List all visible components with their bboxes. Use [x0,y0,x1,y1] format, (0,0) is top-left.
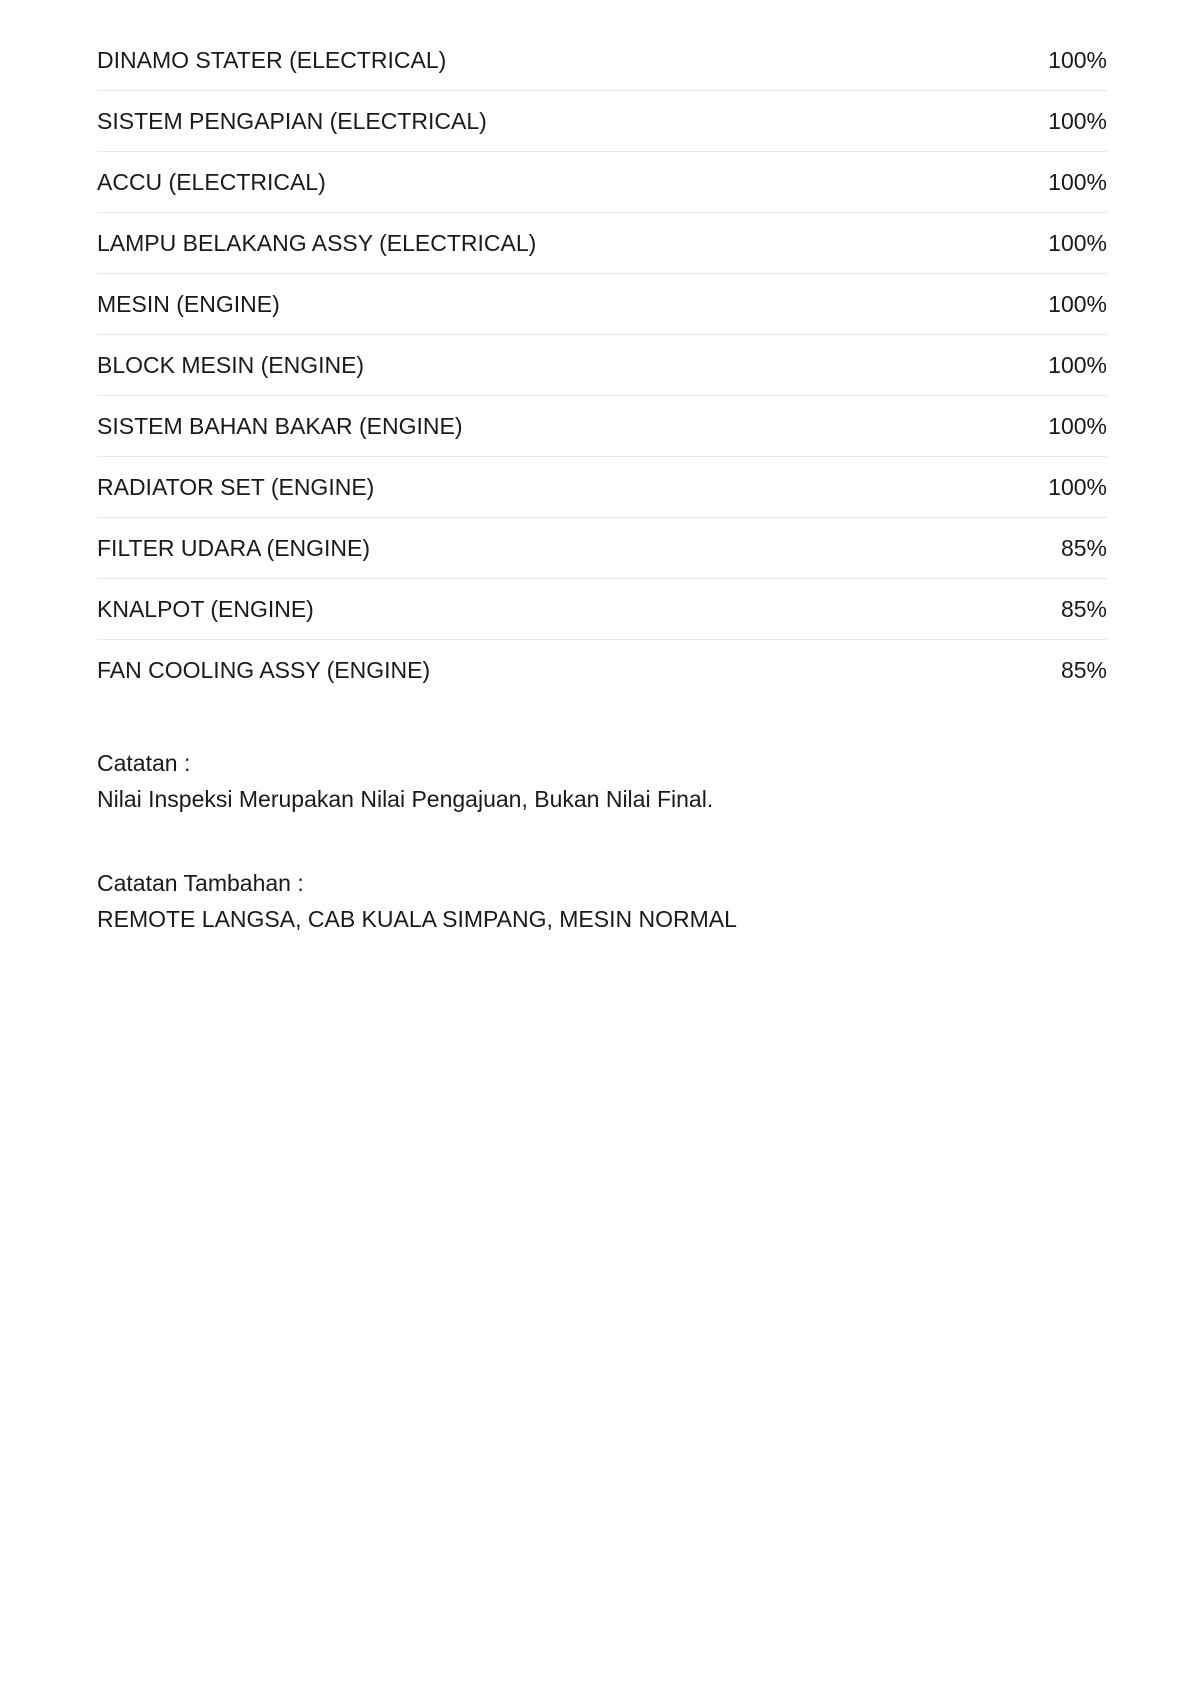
additional-notes-text: REMOTE LANGSA, CAB KUALA SIMPANG, MESIN NORMAL [97,906,737,932]
inspection-row [97,152,1107,213]
notes-block [97,745,1107,817]
inspection-item-value: 100% [1048,290,1107,317]
inspection-item-name: ACCU (ELECTRICAL) [97,168,326,195]
inspection-item-name: RADIATOR SET (ENGINE) [97,473,375,500]
inspection-row [97,91,1107,152]
inspection-row [97,396,1107,457]
inspection-row [97,30,1107,91]
notes-section [97,745,1107,937]
inspection-row [97,579,1107,640]
inspection-item-name: BLOCK MESIN (ENGINE) [97,351,365,378]
inspection-item-value: 100% [1048,229,1107,256]
additional-notes-block [97,865,1107,937]
additional-notes-label: Catatan Tambahan : [97,870,304,896]
inspection-item-value: 85% [1060,595,1107,622]
inspection-row [97,335,1107,396]
inspection-item-value: 100% [1048,473,1107,500]
inspection-row [97,640,1107,701]
inspection-item-value: 100% [1048,46,1107,73]
inspection-item-name: LAMPU BELAKANG ASSY (ELECTRICAL) [97,229,537,256]
notes-text: Nilai Inspeksi Merupakan Nilai Pengajuan, Bukan Nilai Final. [97,786,714,812]
inspection-item-name: SISTEM PENGAPIAN (ELECTRICAL) [97,107,487,134]
inspection-item-name: FILTER UDARA (ENGINE) [97,534,371,561]
inspection-item-value: 100% [1048,351,1107,378]
inspection-item-value: 100% [1048,107,1107,134]
inspection-row [97,213,1107,274]
inspection-row [97,518,1107,579]
inspection-row [97,274,1107,335]
inspection-item-name: KNALPOT (ENGINE) [97,595,314,622]
inspection-report [97,30,1107,985]
inspection-item-value: 85% [1060,657,1107,683]
inspection-item-name: SISTEM BAHAN BAKAR (ENGINE) [97,412,463,439]
inspection-item-name: FAN COOLING ASSY (ENGINE) [97,657,431,683]
inspection-item-name: MESIN (ENGINE) [97,290,280,317]
inspection-item-value: 100% [1048,168,1107,195]
inspection-item-value: 85% [1060,534,1107,561]
inspection-item-name: DINAMO STATER (ELECTRICAL) [97,46,447,73]
inspection-row [97,457,1107,518]
inspection-item-value: 100% [1048,412,1107,439]
inspection-list [97,30,1107,701]
notes-label: Catatan : [97,750,191,776]
